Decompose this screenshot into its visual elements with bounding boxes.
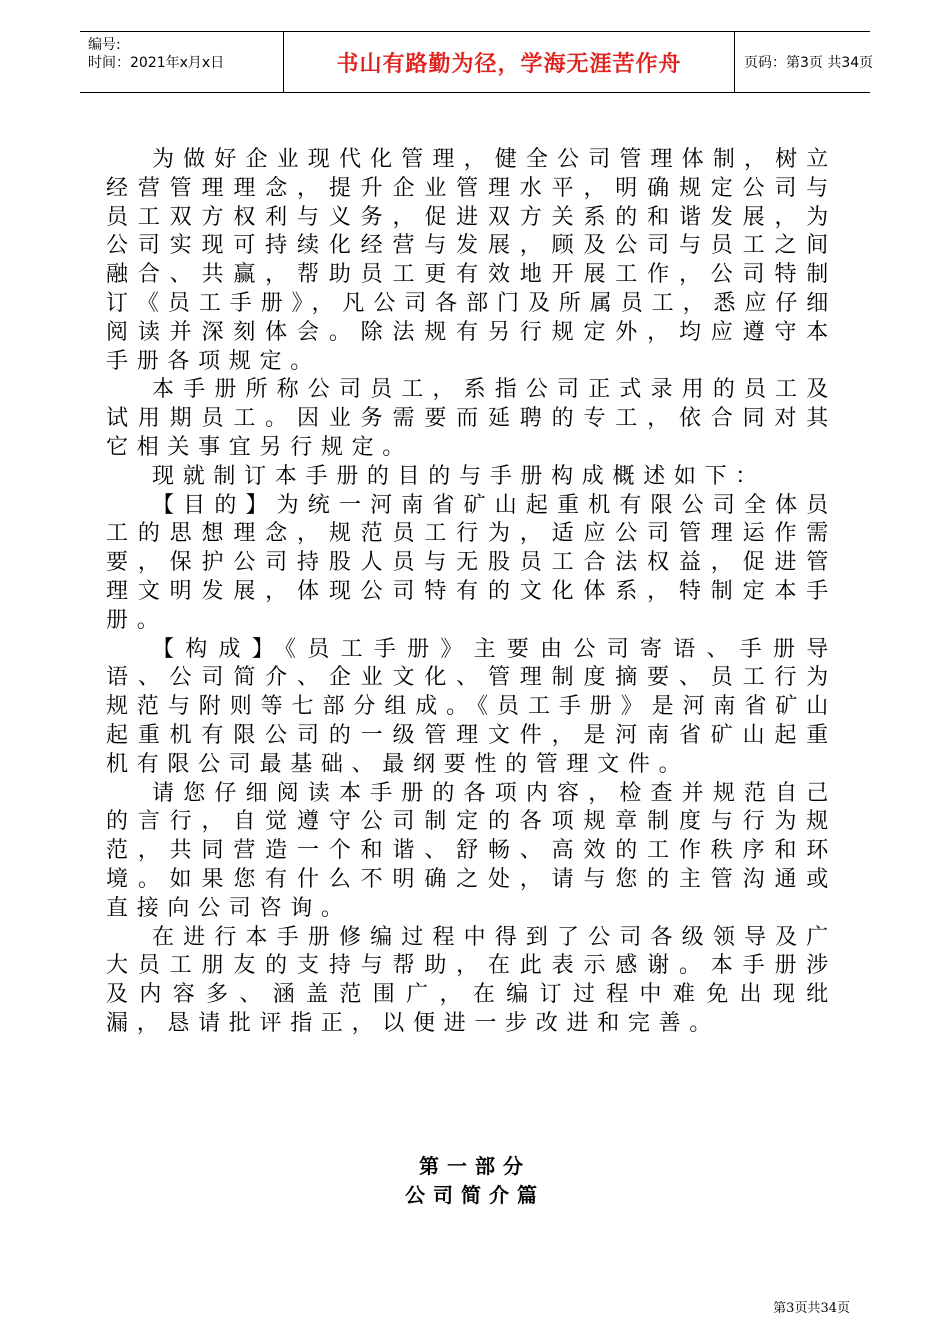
- time-label: 时间：2021年x月x日: [88, 55, 225, 71]
- header-meta: [80, 32, 283, 92]
- paragraph: 【目的】为统一河南省矿山起重机有限公司全体员工的思想理念，规范员工行为，适应公司管理运作需要，保护公司持股人员与无股员工合法权益，促进管理文明发展，体现公司特有的文化体系，特制定本手册。: [106, 492, 837, 633]
- paragraph: 请您仔细阅读本手册的各项内容，检查并规范自己的言行，自觉遵守公司制定的各项规章制度与行为规范，共同营造一个和谐、舒畅、高效的工作秩序和环境。如果您有什么不明确之处，请与您的主管沟通或直接向公司咨询。: [106, 780, 837, 921]
- section-title: 公司简介篇: [405, 1183, 545, 1207]
- document-body: [106, 146, 837, 1039]
- paragraph: 为做好企业现代化管理，健全公司管理体制，树立经营管理理念，提升企业管理水平，明确规定公司与员工双方权利与义务，促进双方关系的和谐发展，为公司实现可持续化经营与发展，顾及公司与员工之间融合、共赢，帮助员工更有效地开展工作，公司特制订《员工手册》，凡公司各部门及所属员工，悉应仔细阅读并深刻体会。除法规有另行规定外，均应遵守本手册各项规定。: [106, 147, 837, 374]
- section-part-heading: 第一部分: [419, 1154, 531, 1178]
- motto: 书山有路勤为径，学海无涯苦作舟: [336, 51, 682, 77]
- paragraph: 在进行本手册修编过程中得到了公司各级领导及广大员工朋友的支持与帮助，在此表示感谢。本手册涉及内容多、涵盖范围广，在编订过程中难免出现纰漏，恳请批评指正，以便进一步改进和完善。: [106, 924, 837, 1036]
- paragraph: 【构成】《员工手册》主要由公司寄语、手册导语、公司简介、企业文化、管理制度摘要、员工行为规范与附则等七部分组成。《员工手册》是河南省矿山起重机有限公司的一级管理文件，是河南省矿山起重机有限公司最基础、最纲要性的管理文件。: [106, 636, 837, 777]
- header-page-label: 页码：第3页 共34页: [744, 55, 874, 71]
- number-label: 编号:: [88, 37, 121, 53]
- page-footer: 第3页共34页: [773, 1301, 850, 1316]
- page-header: [80, 31, 874, 93]
- paragraph: 现就制订本手册的目的与手册构成概述如下：: [152, 463, 767, 489]
- header-motto-cell: [283, 32, 735, 92]
- paragraph: 本手册所称公司员工，系指公司正式录用的员工及试用期员工。因业务需要而延聘的专工，依合同对其它相关事宜另行规定。: [106, 377, 837, 460]
